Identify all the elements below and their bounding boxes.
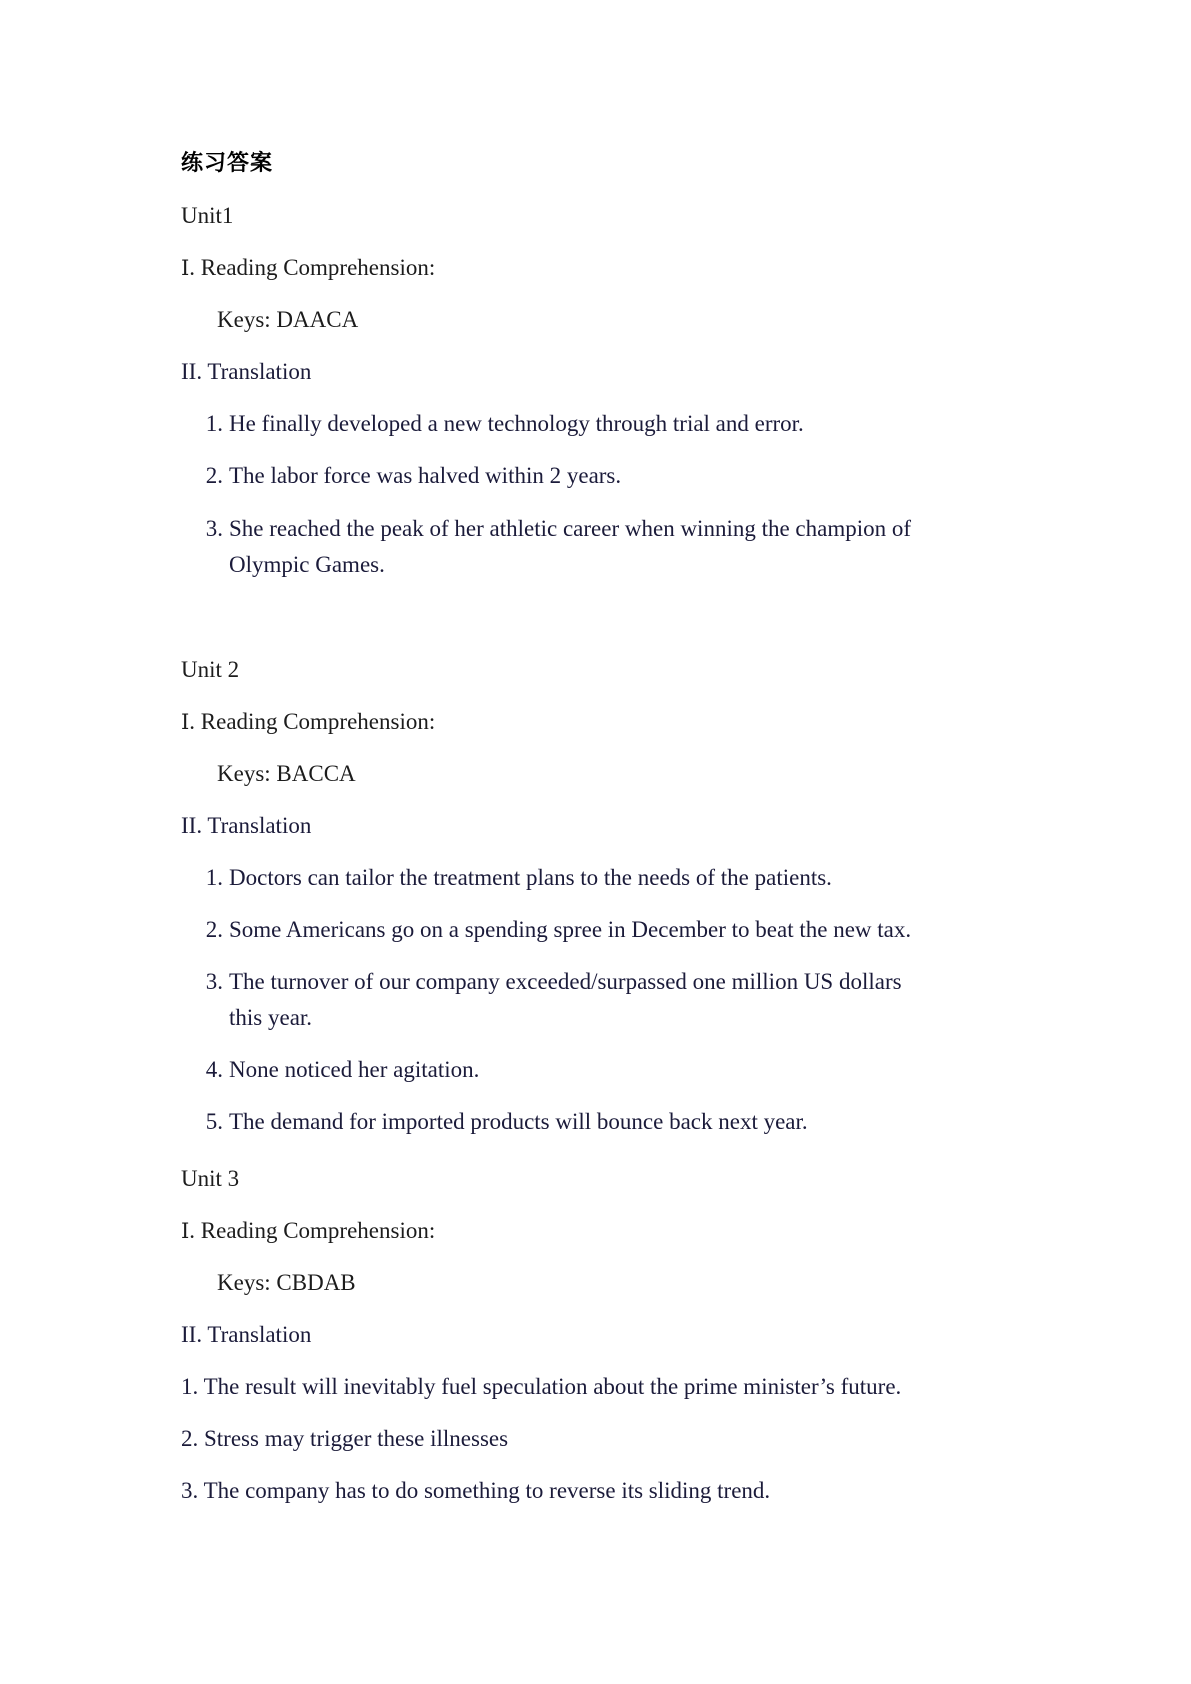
roman-numeral: Ⅰ [181, 1219, 190, 1243]
list-item [199, 1052, 479, 1088]
list-item [199, 511, 911, 547]
section-label: . Reading Comprehension: [189, 709, 436, 734]
section-label: . Reading Comprehension: [189, 1218, 436, 1243]
section-reading-comprehension [181, 1213, 435, 1249]
item-continuation: Olympic Games. [229, 552, 385, 577]
list-item: 1. The result will inevitably fuel speculation about the prime minister’s future. [181, 1374, 902, 1399]
section-translation: II. Translation [181, 1322, 312, 1347]
item-number: 4. [205, 1057, 223, 1082]
page-title: 练习答案 [181, 151, 274, 176]
item-number: 1. [205, 411, 223, 436]
list-item [199, 458, 621, 494]
item-text: The turnover of our company exceeded/surpassed one million US dollars [229, 969, 902, 994]
item-number: 3. [205, 969, 223, 994]
list-item [199, 406, 804, 442]
section-label: . Reading Comprehension: [189, 255, 436, 280]
item-text: She reached the peak of her athletic career when winning the champion of [229, 516, 912, 541]
unit-heading: Unit 3 [181, 1166, 240, 1191]
answer-keys: Keys: CBDAB [217, 1270, 356, 1295]
roman-numeral: Ⅰ [181, 710, 190, 734]
section-translation: II. Translation [181, 813, 312, 838]
answer-keys: Keys: BACCA [217, 761, 356, 786]
section-reading-comprehension [181, 704, 435, 740]
item-text: Some Americans go on a spending spree in December to beat the new tax. [229, 917, 912, 942]
item-number: 2. [205, 917, 223, 942]
list-item [199, 1104, 808, 1140]
list-item [199, 964, 902, 1000]
item-text: Doctors can tailor the treatment plans to the needs of the patients. [229, 865, 832, 890]
item-number: 3. [205, 516, 223, 541]
item-text: None noticed her agitation. [229, 1057, 480, 1082]
unit-heading: Unit1 [181, 203, 234, 228]
item-continuation: this year. [229, 1005, 313, 1030]
list-item [199, 912, 911, 948]
item-number: 1. [205, 865, 223, 890]
answer-keys: Keys: DAACA [217, 307, 359, 332]
list-item: 3. The company has to do something to reverse its sliding trend. [181, 1478, 771, 1503]
item-text: The demand for imported products will bounce back next year. [229, 1109, 808, 1134]
unit-heading: Unit 2 [181, 657, 240, 682]
item-number: 2. [205, 463, 223, 488]
item-text: He finally developed a new technology through trial and error. [229, 411, 804, 436]
item-number: 5. [205, 1109, 223, 1134]
list-item [199, 860, 832, 896]
roman-numeral: Ⅰ [181, 256, 190, 280]
item-text: The labor force was halved within 2 years. [229, 463, 622, 488]
section-reading-comprehension [181, 250, 435, 286]
list-item: 2. Stress may trigger these illnesses [181, 1426, 509, 1451]
section-translation: II. Translation [181, 359, 312, 384]
